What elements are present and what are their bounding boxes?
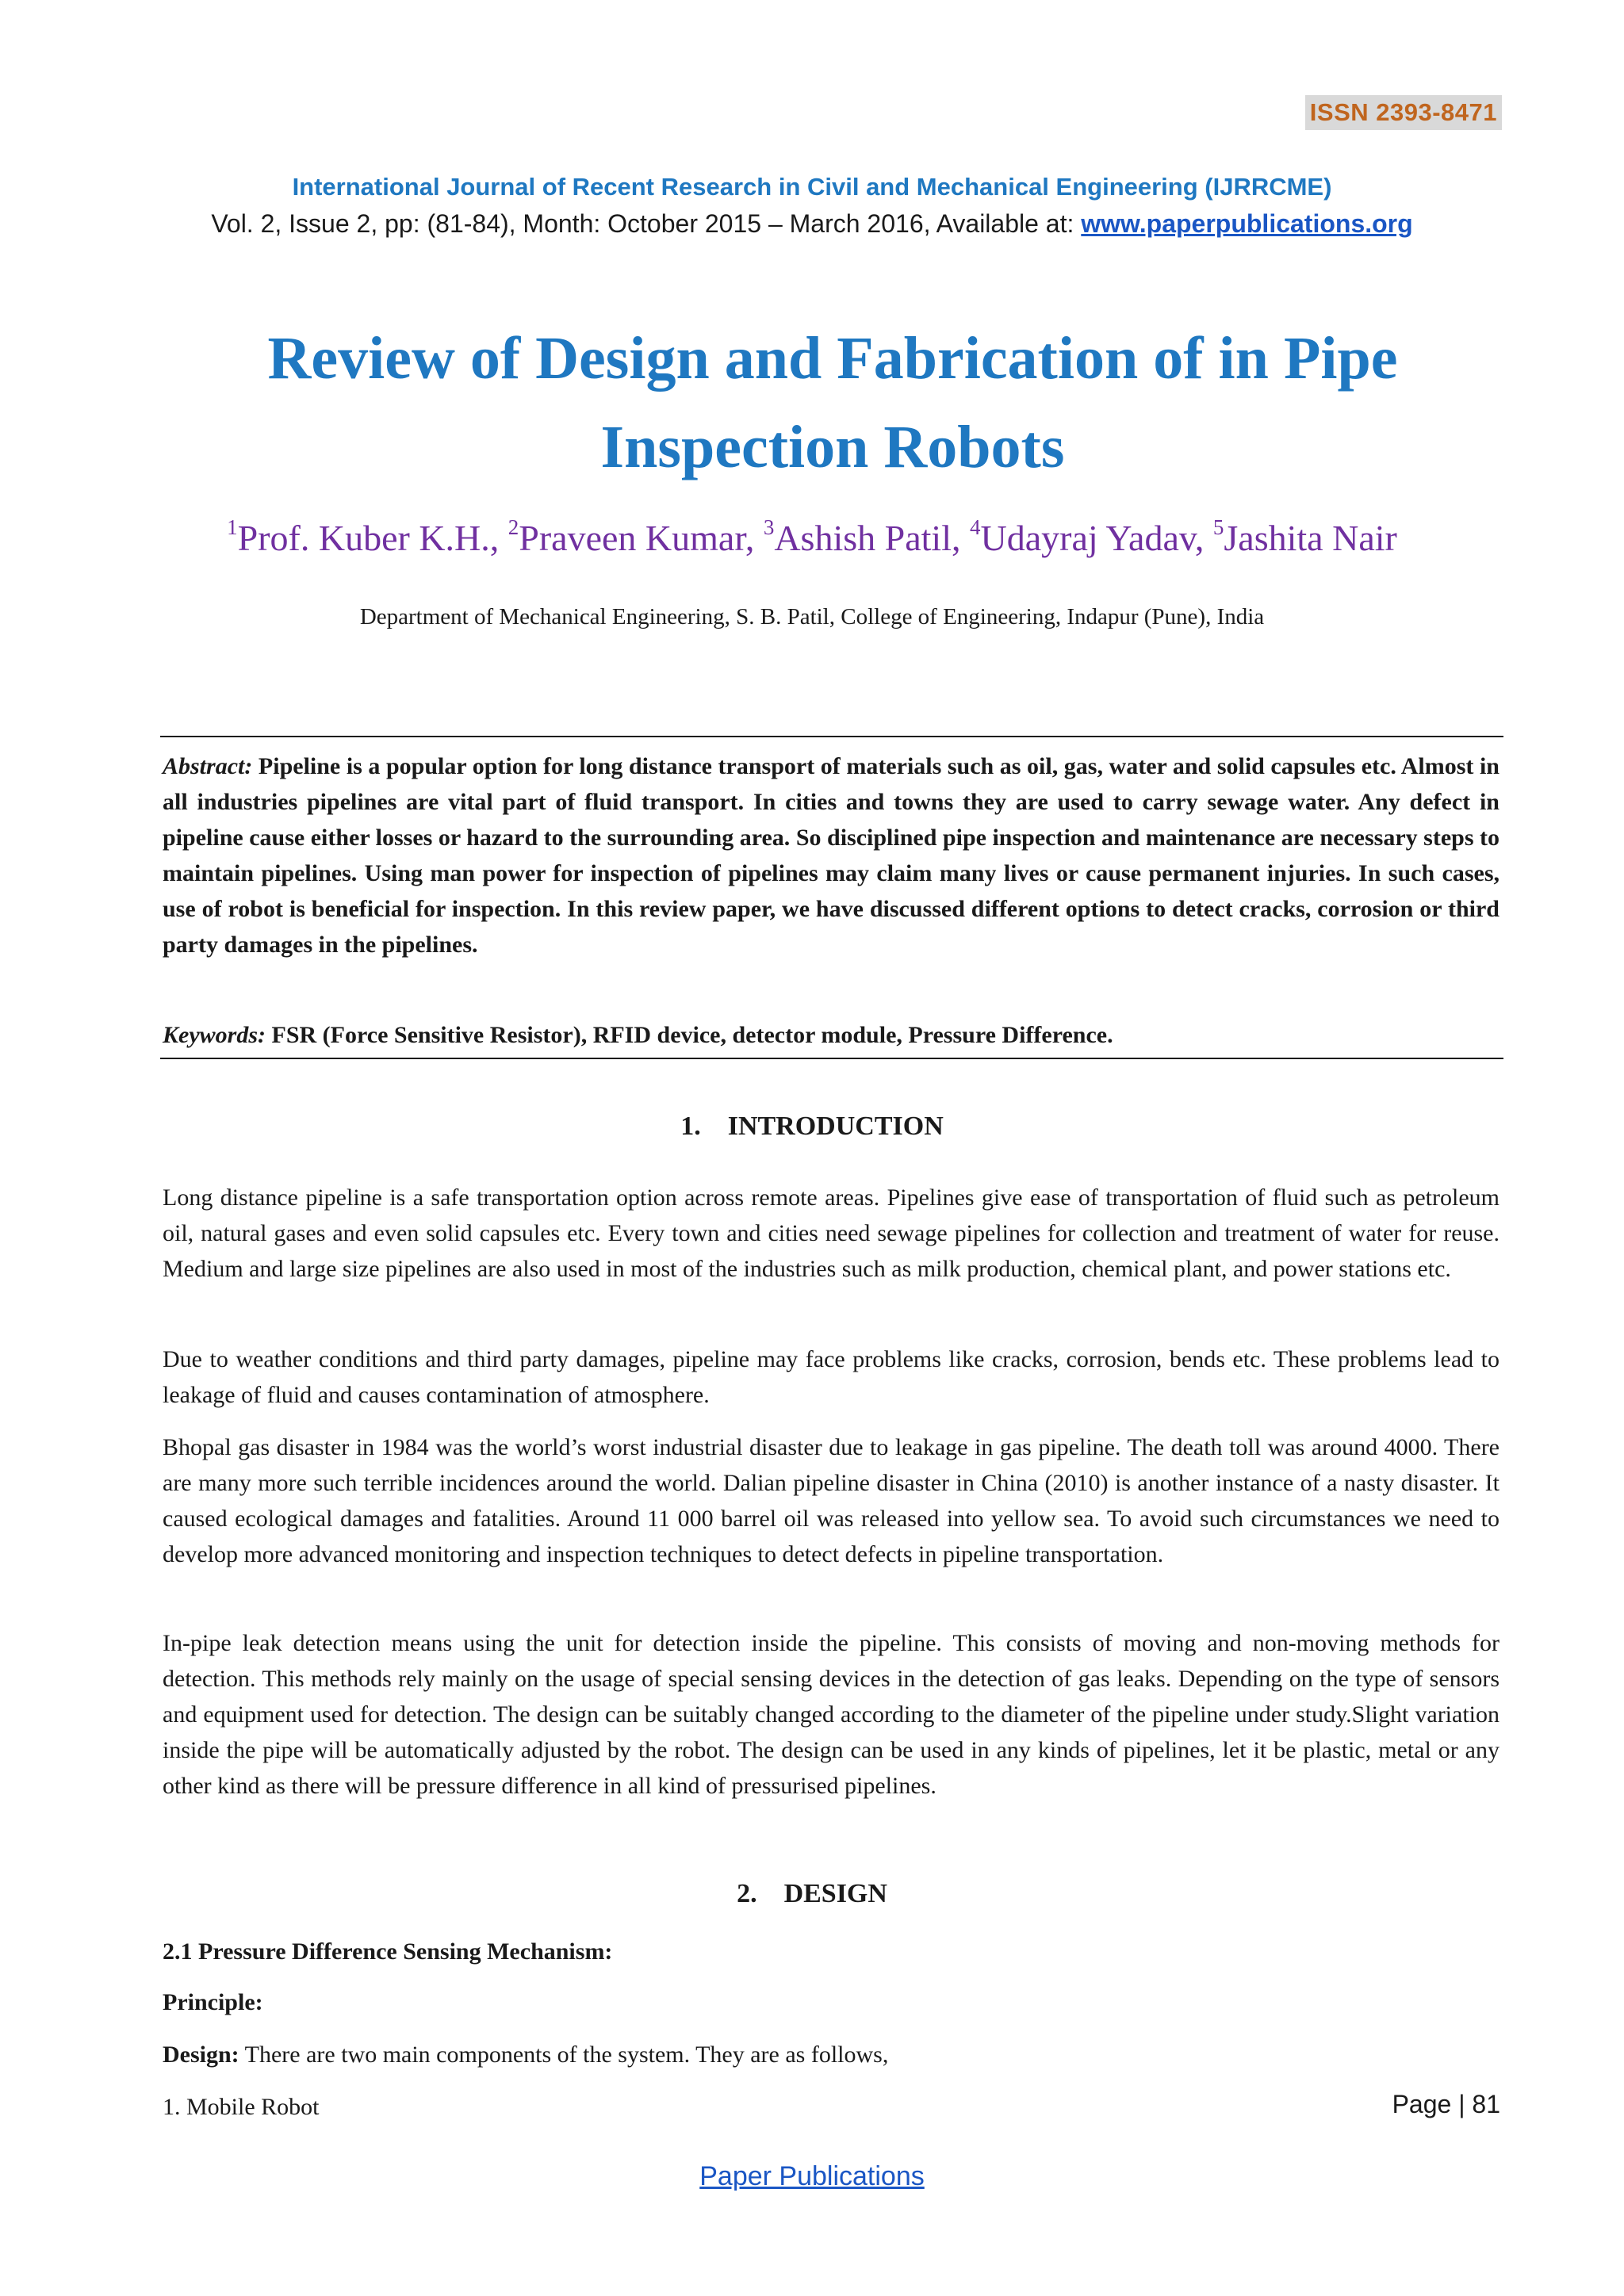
author-name: Jashita Nair xyxy=(1224,518,1397,558)
keywords xyxy=(163,1020,1500,1051)
journal-info-text: Vol. 2, Issue 2, pp: (81-84), Month: October 2015 – March 2016, Available at: xyxy=(211,209,1082,238)
abstract-text: Pipeline is a popular option for long distance transport of materials such as oil, gas, water and solid capsules etc. Almost in all industries pipelines are vital part of fluid transport. In cities and towns they are used to carry sewage water. Any defect in pipeline cause either losses or hazard to the surrounding area. So disciplined pipe inspection and maintenance are necessary steps to maintain pipelines. Using man power for inspection of pipelines may claim many lives or cause permanent injuries. In such cases, use of robot is beneficial for inspection. In this review paper, we have discussed different options to detect cracks, corrosion or third party damages in the pipelines. xyxy=(163,753,1500,958)
list-item: 1. Mobile Robot xyxy=(163,2094,320,2120)
author-list xyxy=(0,515,1624,559)
author-number: 5 xyxy=(1212,515,1224,539)
section-heading-introduction: 1. INTRODUCTION xyxy=(680,1112,944,1141)
journal-url-link[interactable]: www.paperpublications.org xyxy=(1081,209,1413,238)
publisher-link[interactable]: Paper Publications xyxy=(699,2161,925,2191)
subsection-heading: 2.1 Pressure Difference Sensing Mechanism: xyxy=(163,1938,613,1965)
author-number: 3 xyxy=(763,515,775,539)
journal-info xyxy=(0,209,1624,239)
author-name: Praveen Kumar, xyxy=(519,518,755,558)
abstract-label: Abstract: xyxy=(163,753,253,779)
author-name: Prof. Kuber K.H., xyxy=(237,518,500,558)
intro-paragraph: In-pipe leak detection means using the unit for detection inside the pipeline. This consists of moving and non-moving methods for detection. This methods rely mainly on the usage of special sensing devices in the detection of gas leaks. Depending on the type of sensors and equipment used for detection. The design can be suitably changed according to the diameter of the pipeline under study.Slight variation inside the pipe will be automatically adjusted by the robot. The design can be used in any kinds of pipelines, let it be plastic, metal or any other kind as there will be pressure difference in all kind of pressurised pipelines. xyxy=(163,1630,1500,1799)
author-number: 4 xyxy=(969,515,981,539)
author-name: Udayraj Yadav, xyxy=(980,518,1205,558)
journal-name: International Journal of Recent Research in Civil and Mechanical Engineering (IJRRCME) xyxy=(292,173,1332,201)
section-heading-design: 2. DESIGN xyxy=(737,1879,887,1908)
author-number: 1 xyxy=(227,515,238,539)
intro-paragraph: Bhopal gas disaster in 1984 was the world’s worst industrial disaster due to leakage in gas pipeline. The death toll was around 4000. There are many more such terrible incidences around the world. Dalian pipeline disaster in China (2010) is another instance of a nasty disaster. It caused ecological damages and fatalities. Around 11 000 barrel oil was released into yellow sea. To avoid such circumstances we need to develop more advanced monitoring and inspection techniques to detect defects in pipeline transportation. xyxy=(163,1434,1500,1567)
intro-paragraph: Long distance pipeline is a safe transportation option across remote areas. Pipelines give ease of transportation of fluid such as petroleum oil, natural gases and even solid capsules etc. Every town and cities need sewage pipelines for collection and treatment of water for reuse. Medium and large size pipelines are also used in most of the industries such as milk production, chemical plant, and power stations etc. xyxy=(163,1184,1500,1282)
affiliation: Department of Mechanical Engineering, S. B. Patil, College of Engineering, Indapur (Pune), India xyxy=(359,604,1265,629)
author-number: 2 xyxy=(508,515,519,539)
author-name: Ashish Patil, xyxy=(774,518,961,558)
keywords-text: FSR (Force Sensitive Resistor), RFID device, detector module, Pressure Difference. xyxy=(271,1022,1113,1048)
intro-paragraph: Due to weather conditions and third party damages, pipeline may face problems like cracks, corrosion, bends etc. These problems lead to leakage of fluid and causes contamination of atmosphere. xyxy=(163,1346,1500,1408)
paper-title: Review of Design and Fabrication of in Pipe Inspection Robots xyxy=(267,325,1398,480)
abstract-bottom-rule xyxy=(160,1058,1503,1059)
design-line xyxy=(163,2039,1500,2071)
footer-publisher xyxy=(0,2161,1624,2192)
keywords-label: Keywords: xyxy=(163,1022,266,1048)
page-number: Page | 81 xyxy=(1392,2090,1500,2118)
design-label: Design: xyxy=(163,2042,239,2068)
abstract xyxy=(163,748,1500,962)
design-text: There are two main components of the system. They are as follows, xyxy=(239,2042,889,2068)
issn-badge: ISSN 2393-8471 xyxy=(1305,95,1502,130)
principle-label: Principle: xyxy=(163,1989,263,2015)
abstract-top-rule xyxy=(160,736,1503,737)
